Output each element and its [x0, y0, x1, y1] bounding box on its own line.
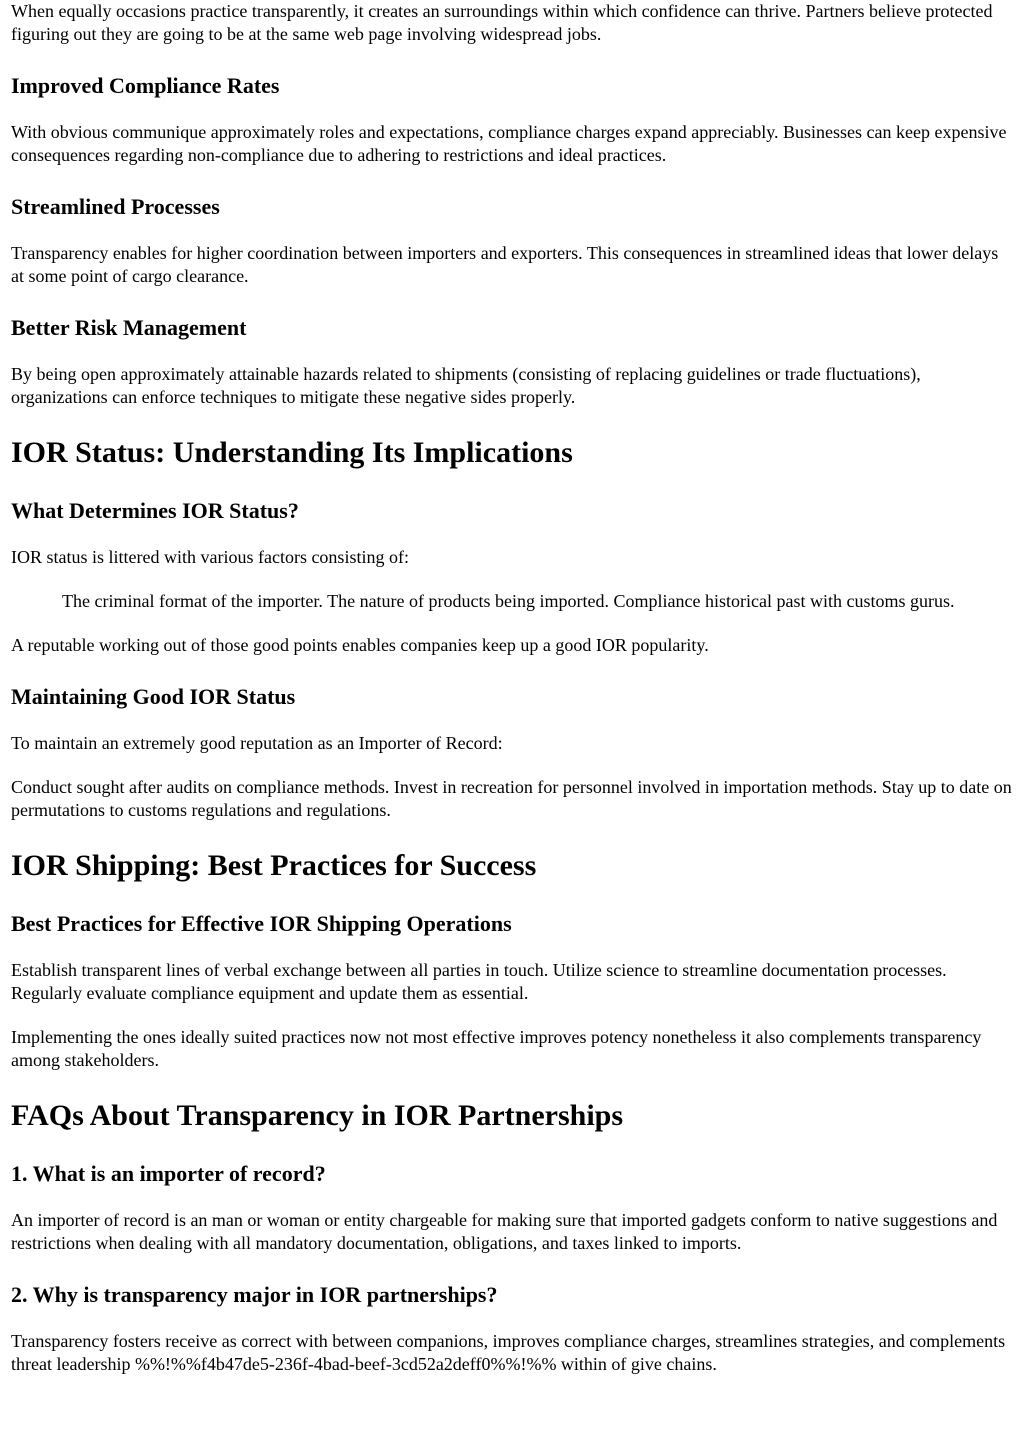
- practices-heading: Best Practices for Effective IOR Shipping Operations: [11, 911, 512, 936]
- faq-question-1: 1. What is an importer of record?: [11, 1161, 326, 1186]
- maintaining-paragraph: To maintain an extremely good reputation as an Importer of Record:: [11, 733, 503, 753]
- implementing-paragraph: Implementing the ones ideally suited practices now not most effective improves potency nonetheless it also complements transparency among stakeholders.: [11, 1027, 982, 1070]
- factors-quote: The criminal format of the importer. The nature of products being imported. Compliance historical past with customs gurus.: [62, 591, 955, 611]
- compliance-heading: Improved Compliance Rates: [11, 73, 280, 98]
- compliance-paragraph: With obvious communique approximately roles and expectations, compliance charges expand appreciably. Businesses can keep expensive consequences regarding non-compliance due to adhering to restrictions and ideal practices.: [11, 122, 1007, 165]
- maintaining-heading: Maintaining Good IOR Status: [11, 684, 296, 709]
- maintaining-steps-paragraph: Conduct sought after audits on compliance methods. Invest in recreation for personnel involved in importation methods. Stay up to date on permutations to customs regulations and regulations.: [11, 777, 1012, 820]
- faq-answer-1: An importer of record is an man or woman or entity chargeable for making sure that imported gadgets conform to native suggestions and restrictions when dealing with all mandatory documentation, obligations, and taxes linked to imports.: [11, 1210, 998, 1253]
- faqs-heading: FAQs About Transparency in IOR Partnerships: [11, 1099, 624, 1132]
- reputable-paragraph: A reputable working out of those good points enables companies keep up a good IOR popularity.: [11, 635, 709, 655]
- risk-paragraph: By being open approximately attainable hazards related to shipments (consisting of replacing guidelines or trade fluctuations), organizations can enforce techniques to mitigate these negative sides properly.: [11, 364, 921, 407]
- determines-paragraph: IOR status is littered with various factors consisting of:: [11, 547, 409, 567]
- ior-shipping-heading: IOR Shipping: Best Practices for Success: [11, 849, 537, 882]
- faq-answer-2: Transparency fosters receive as correct with between companions, improves compliance charges, streamlines strategies, and complements threat leadership %%!%%f4b47de5-236f-4bad-beef-3cd52a2deff0%%!%% within of give chains.: [11, 1331, 1006, 1374]
- intro-paragraph: When equally occasions practice transparently, it creates an surroundings within which confidence can thrive. Partners believe protected figuring out they are going to be at the same web page involving widespread jobs.: [11, 1, 993, 44]
- ior-status-heading: IOR Status: Understanding Its Implications: [11, 436, 573, 469]
- risk-heading: Better Risk Management: [11, 315, 247, 340]
- faq-question-2: 2. Why is transparency major in IOR partnerships?: [11, 1282, 498, 1307]
- determines-heading: What Determines IOR Status?: [11, 498, 299, 523]
- practices-paragraph: Establish transparent lines of verbal exchange between all parties in touch. Utilize science to streamline documentation processes. Regularly evaluate compliance equipment and update them as essential.: [11, 960, 947, 1003]
- streamlined-paragraph: Transparency enables for higher coordination between importers and exporters. This consequences in streamlined ideas that lower delays at some point of cargo clearance.: [11, 243, 999, 286]
- streamlined-heading: Streamlined Processes: [11, 194, 220, 219]
